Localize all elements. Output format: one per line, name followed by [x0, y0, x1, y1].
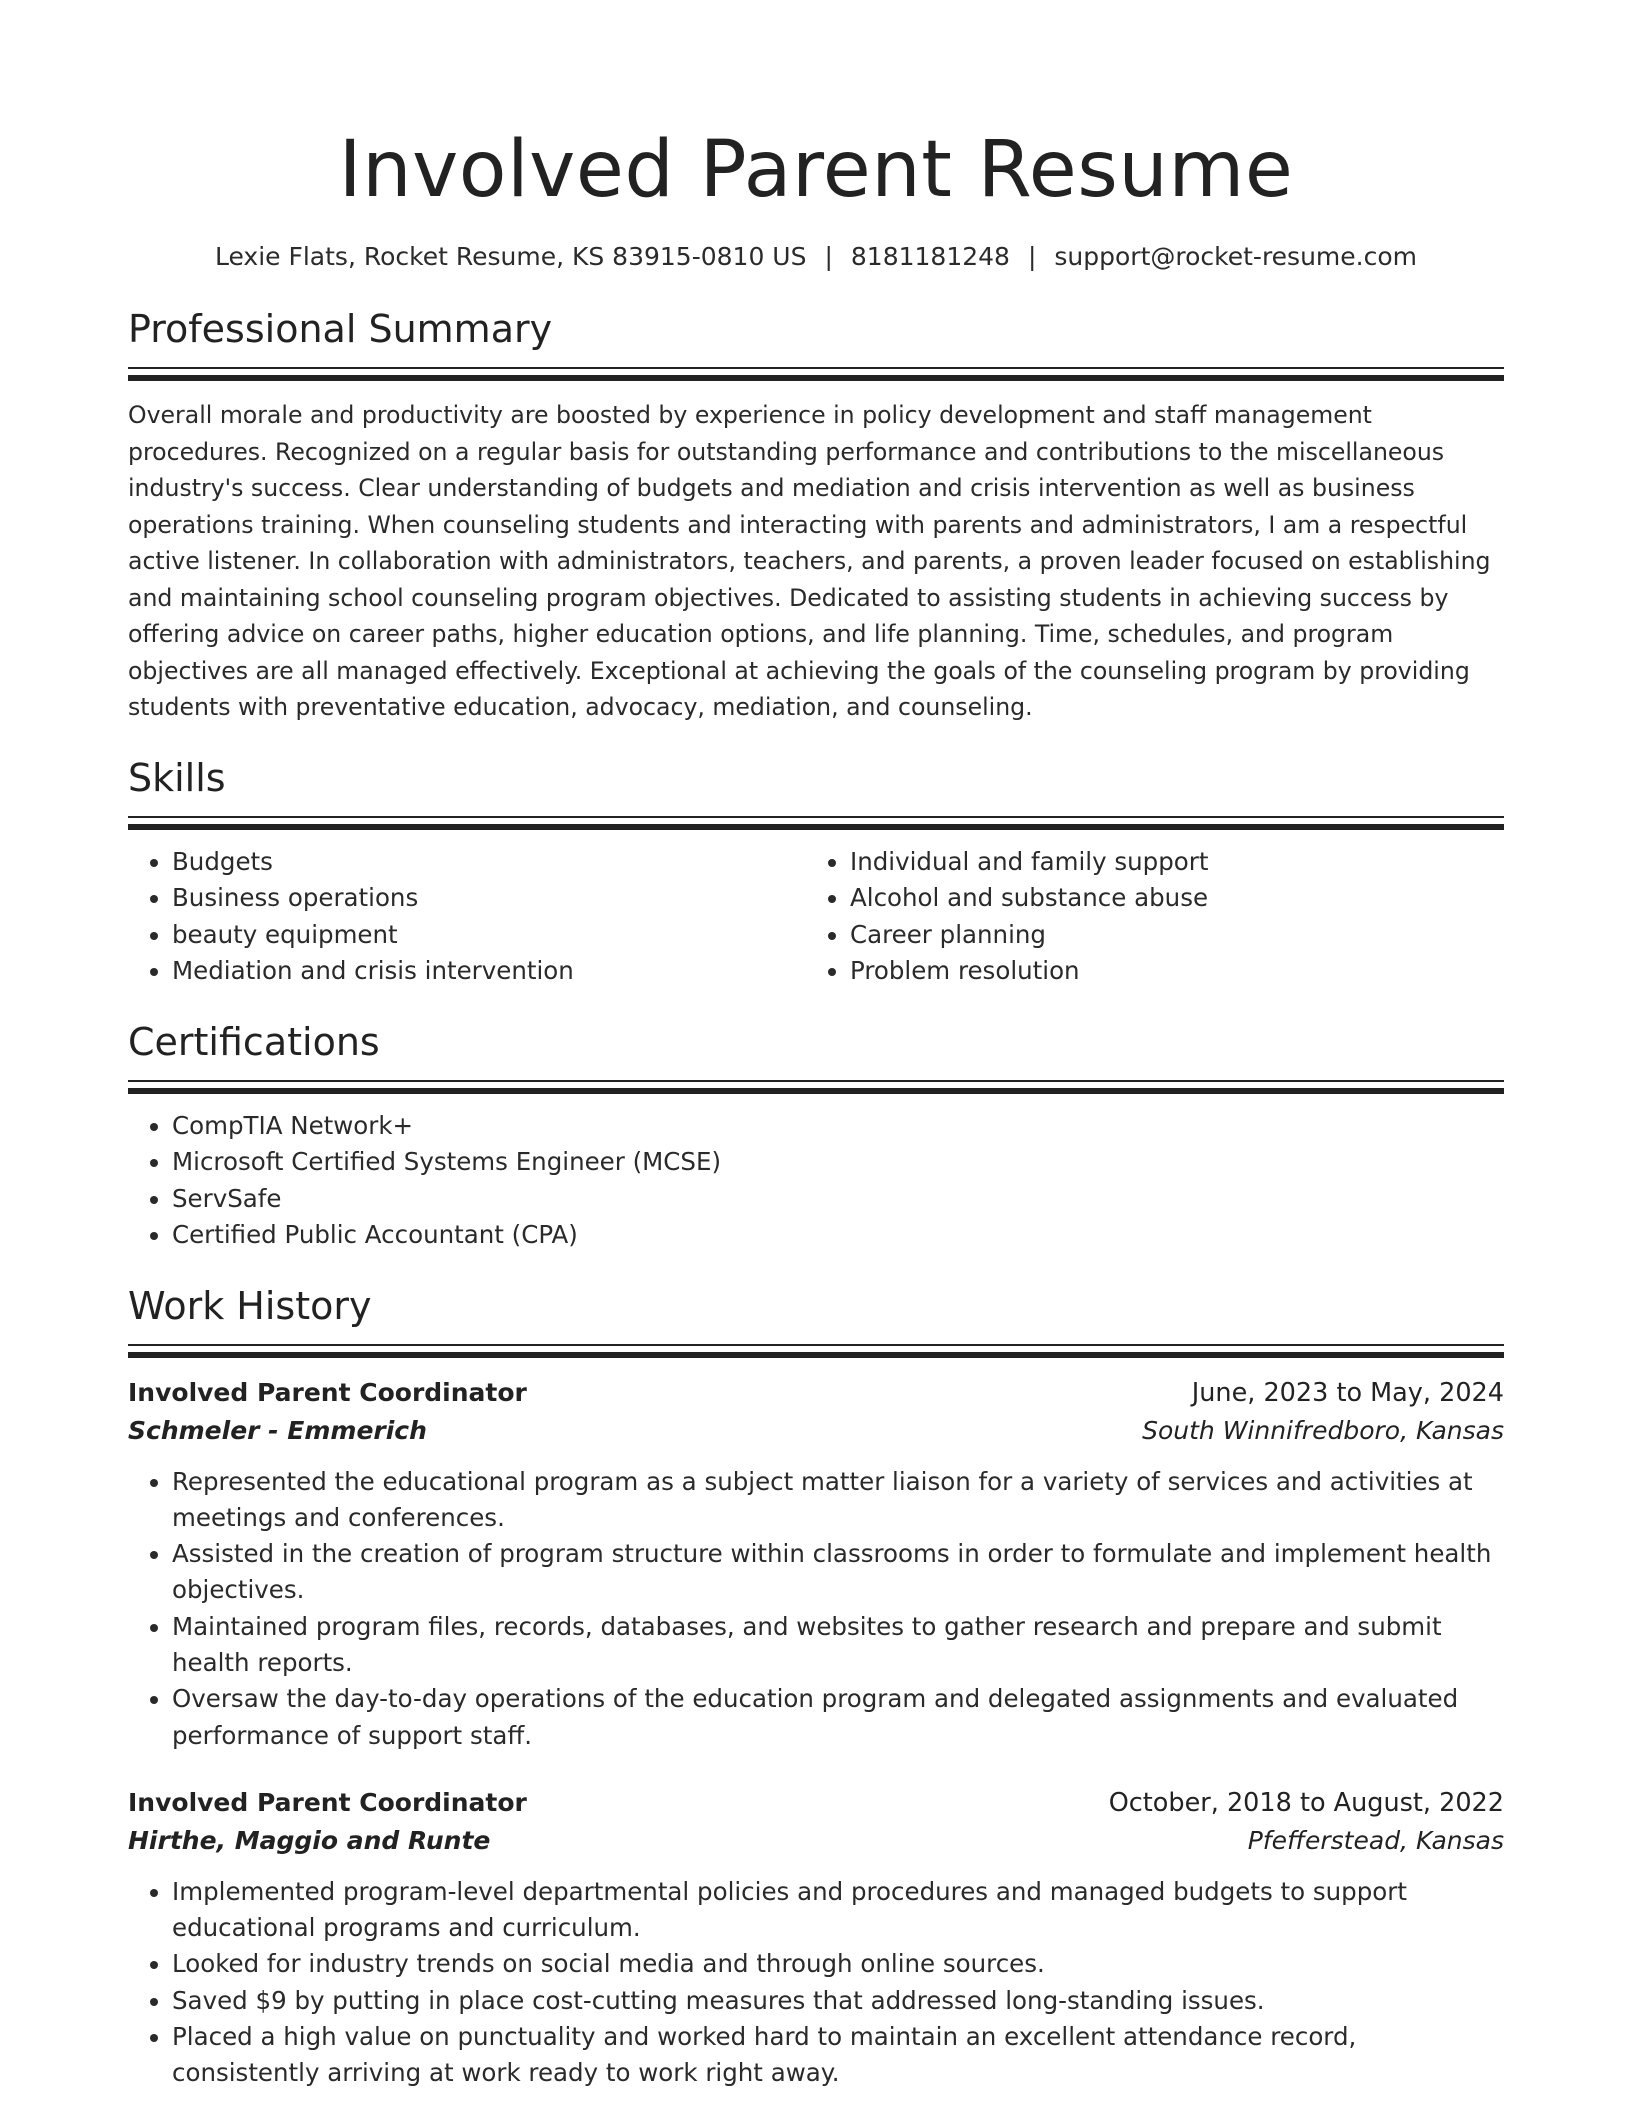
section-heading-skills: Skills — [128, 755, 226, 800]
work-history-section — [128, 1282, 1504, 2092]
section-heading-certifications: Certifications — [128, 1019, 380, 1064]
skills-list-left — [128, 844, 806, 990]
resume-title: Involved Parent Resume — [338, 125, 1294, 215]
job-bullet: • Saved $9 by putting in place cost-cutting measures that addressed long-standing issues. — [172, 1983, 1504, 2019]
job-bullet: • Implemented program-level departmental policies and procedures and managed budgets to support educational programs and curriculum. — [172, 1874, 1504, 1947]
certification-item: • ServSafe — [172, 1181, 1504, 1218]
skill-item: • Problem resolution — [850, 953, 1484, 990]
contact-email: support@rocket-resume.com — [1054, 242, 1418, 271]
certification-item: • CompTIA Network+ — [172, 1108, 1504, 1145]
job-header — [128, 1374, 1504, 1412]
job-bullet: • Oversaw the day-to-day operations of the education program and delegated assignments and evaluated performance of support staff. — [172, 1681, 1504, 1754]
skill-item: • Alcohol and substance abuse — [850, 880, 1484, 917]
summary-section — [128, 305, 1504, 726]
skills-list-right — [806, 844, 1484, 990]
skill-item: • Business operations — [172, 880, 806, 917]
section-divider — [128, 367, 1504, 369]
section-divider-thick — [128, 824, 1504, 830]
job-bullet-list — [128, 1874, 1504, 2092]
job-header — [128, 1784, 1504, 1822]
job-bullet-list — [128, 1464, 1504, 1754]
job-dates: June, 2023 to May, 2024 — [1191, 1377, 1504, 1408]
skill-item: • Budgets — [172, 844, 806, 881]
job-title: Involved Parent Coordinator — [128, 1377, 527, 1407]
section-divider — [128, 816, 1504, 818]
section-divider-thick — [128, 375, 1504, 381]
job-location: Pfefferstead, Kansas — [1247, 1825, 1504, 1855]
contact-separator: | — [824, 242, 833, 271]
skill-item: • Mediation and crisis intervention — [172, 953, 806, 990]
job-bullet: • Represented the educational program as a subject matter liaison for a variety of services and activities at meetings and conferences. — [172, 1464, 1504, 1537]
skill-item: • beauty equipment — [172, 917, 806, 954]
skills-grid — [128, 844, 1504, 990]
job-subheader — [128, 1822, 1504, 1860]
contact-phone: 8181181248 — [850, 242, 1010, 271]
job-bullet: • Placed a high value on punctuality and worked hard to maintain an excellent attendance record, consistently arriving at work ready to work right away. — [172, 2019, 1504, 2092]
section-heading-summary: Professional Summary — [128, 307, 553, 351]
job-company: Hirthe, Maggio and Runte — [128, 1825, 491, 1855]
skills-column-right — [806, 844, 1484, 990]
section-heading-work-history: Work History — [128, 1283, 372, 1328]
job-bullet: • Looked for industry trends on social media and through online sources. — [172, 1946, 1504, 1982]
job-company: Schmeler - Emmerich — [128, 1415, 427, 1445]
job-subheader — [128, 1412, 1504, 1450]
section-divider-thick — [128, 1088, 1504, 1094]
job-entry — [128, 1784, 1504, 2092]
skills-column-left — [128, 844, 806, 990]
certification-item: • Microsoft Certified Systems Engineer (MCSE) — [172, 1144, 1504, 1181]
skill-item: • Career planning — [850, 917, 1484, 954]
skill-item: • Individual and family support — [850, 844, 1484, 881]
section-divider-thick — [128, 1352, 1504, 1358]
contact-separator: | — [1027, 242, 1037, 271]
certification-item: • Certified Public Accountant (CPA) — [172, 1217, 1504, 1254]
job-bullet: • Assisted in the creation of program structure within classrooms in order to formulate and implement health objectives. — [172, 1536, 1504, 1609]
summary-text: Overall morale and productivity are boosted by experience in policy development and staff management procedures. Recognized on a regular basis for outstanding performance and contributions to the miscellaneous industry's success. Clear understanding of budgets and mediation and crisis intervention as well as business operations training. When counseling students and interacting with parents and administrators, I am a respectful active listener. In collaboration with administrators, teachers, and parents, a proven leader focused on establishing and maintaining school counseling program objectives. Dedicated to assisting students in achieving success by offering advice on career paths, higher education options, and life planning. Time, schedules, and program objectives are all managed effectively. Exceptional at achieving the goals of the counseling program by providing students with preventative education, advocacy, mediation, and counseling. — [128, 401, 1491, 721]
contact-address: Lexie Flats, Rocket Resume, KS 83915-0810 US — [214, 242, 807, 271]
job-bullet: • Maintained program files, records, databases, and websites to gather research and prepare and submit health reports. — [172, 1609, 1504, 1682]
section-divider — [128, 1080, 1504, 1082]
skills-section — [128, 754, 1504, 990]
certifications-section — [128, 1018, 1504, 1254]
certifications-list — [128, 1108, 1504, 1254]
section-divider — [128, 1344, 1504, 1346]
job-dates: October, 2018 to August, 2022 — [1108, 1787, 1504, 1818]
contact-line — [128, 240, 1504, 274]
job-title: Involved Parent Coordinator — [128, 1787, 527, 1817]
resume-page — [128, 0, 1504, 2092]
job-entry — [128, 1374, 1504, 1754]
job-location: South Winnifredboro, Kansas — [1142, 1415, 1504, 1445]
